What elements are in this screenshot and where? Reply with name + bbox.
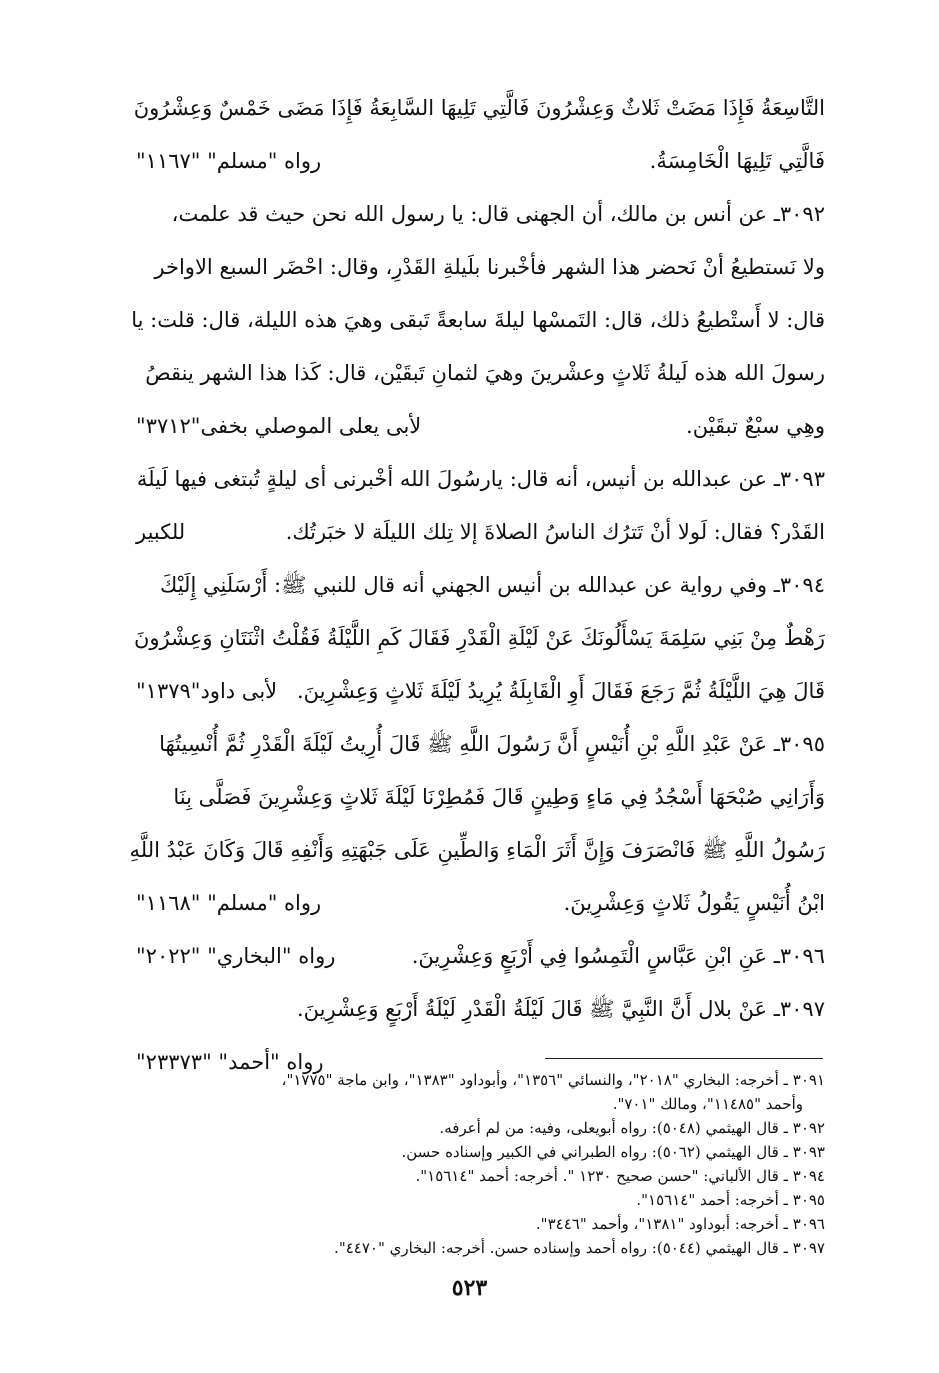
footnote-continuation: وأحمد "١١٤٨٥"، ومالك "٧٠١". xyxy=(612,1095,803,1113)
line-text: فَالَّتِي تَلِيهَا الْخَامِسَةُ. xyxy=(649,149,825,173)
line-text: وهِي سبْعٌ تبقَيْن. xyxy=(686,414,825,438)
text-line xyxy=(130,453,825,506)
footnote: ٣٠٩١ ـ أخرجه: البخاري "٢٠١٨"، والنسائي "١٣٥٦"، وأبوداود "١٣٨٣"، وابن ماجة "١٧٧٥"، xyxy=(281,1071,825,1089)
text-line xyxy=(130,506,825,559)
line-text: ابْنُ أُنَيْسٍ يَقُولُ ثَلاثٍ وَعِشْرِينَ. xyxy=(563,891,825,915)
citation: لأبى داود"١٣٧٩" xyxy=(136,679,278,703)
citation: للكبير xyxy=(136,520,186,544)
text-line xyxy=(130,400,825,453)
footnote: ٣٠٩٧ ـ قال الهيثمي (٥٠٤٤): رواه أحمد وإسناده حسن. أخرجه: البخاري "٤٤٧٠". xyxy=(334,1239,825,1257)
line-text: قَالَ هِيَ اللَّيْلَةُ ثُمَّ رَجَعَ فَقَالَ أَوِ الْقَابِلَةُ يُرِيدُ لَيْلَةَ ثَلاثٍ وَعِشْرِينَ. xyxy=(296,679,825,703)
line-text: التَّاسِعَةُ فَإِذَا مَضَتْ ثَلاثٌ وَعِشْرُونَ فَالَّتِي تَلِيهَا السَّابِعَةُ فَإِذَا مَضَى خَمْسٌ وَعِشْرُونَ xyxy=(133,96,825,120)
text-line xyxy=(130,294,825,347)
page-number: ٥٢٣ xyxy=(451,1275,488,1301)
citation: رواه "مسلم" "١١٦٨" xyxy=(136,891,322,915)
line-text: ٣٠٩٢ـ عن أنس بن مالك، أن الجهنى قال: يا رسول الله نحن حيث قد علمت، xyxy=(171,202,825,226)
footnote: ٣٠٩٣ ـ قال الهيثمي (٥٠٦٢): رواه الطبراني في الكبير وإسناده حسن. xyxy=(401,1143,825,1161)
text-line xyxy=(130,612,825,665)
line-text: رَسُولُ اللَّهِ ﷺ فَانْصَرَفَ وَإِنَّ أَثَرَ الْمَاءِ وَالطِّينِ عَلَى جَبْهَتِهِ وَأَنْفِهِ قَالَ وَكَانَ عَبْدُ اللَّهِ xyxy=(130,838,825,862)
footnote-divider xyxy=(545,1058,823,1059)
footnote: ٣٠٩٦ ـ أخرجه: أبوداود "١٣٨١"، وأحمد "٣٤٤٦". xyxy=(535,1215,825,1233)
text-line xyxy=(130,771,825,824)
citation: رواه "البخاري" "٢٠٢٢" xyxy=(136,944,336,968)
text-line xyxy=(130,983,825,1036)
line-text: ٣٠٩٦ـ عَنِ ابْنِ عَبَّاسٍ الْتَمِسُوا فِي أَرْبَعٍ وَعِشْرِينَ. xyxy=(411,944,825,968)
footnotes xyxy=(130,1068,825,1260)
citation: لأبى يعلى الموصلي بخفى"٣٧١٢" xyxy=(136,414,422,438)
text-line xyxy=(130,135,825,188)
text-line xyxy=(130,188,825,241)
footnote: ٣٠٩٤ ـ قال الألباني: "حسن صحيح ١٢٣٠ ". أخرجه: أحمد "١٥٦١٤". xyxy=(415,1167,825,1185)
text-line xyxy=(130,347,825,400)
line-text: رَهْطٌ مِنْ بَنِي سَلِمَةَ يَسْأَلُونَكَ عَنْ لَيْلَةِ الْقَدْرِ فَقَالَ كَمِ اللَّيْلَةُ فَقُلْتُ اثْنَتَانِ وَعِشْرُونَ xyxy=(133,626,825,650)
line-text: رسولَ الله هذه لَيلةُ ثَلاثٍ وعشْرينَ وهيَ لثمانِ تَبقَيْن، قال: كَذا هذا الشهر ينقصُ xyxy=(145,361,825,385)
text-line xyxy=(130,559,825,612)
line-text: ولا نَستطيعُ أنْ نَحضر هذا الشهر فأخْبرنا بلَيلةِ القَدْرِ، وقال: احْضَر السبع الاواخر xyxy=(154,255,825,279)
line-text: ٣٠٩٥ـ عَنْ عَبْدِ اللَّهِ بْنِ أُنَيْسٍ أَنَّ رَسُولَ اللَّهِ ﷺ قَالَ أُرِيتُ لَيْلَةَ الْقَدْرِ ثُمَّ أُنْسِيتُهَا xyxy=(159,732,825,756)
footnote: ٣٠٩٢ ـ قال الهيثمي (٥٠٤٨): رواه أبويعلى، وفيه: من لم أعرفه. xyxy=(439,1119,825,1137)
line-text: وَأَرَانِي صُبْحَهَا أَسْجُدُ فِي مَاءٍ وَطِينٍ قَالَ فَمُطِرْنَا لَيْلَةَ ثَلاثٍ وَعِشْرِينَ فَصَلَّى بِنَا xyxy=(173,785,825,809)
hadith-body xyxy=(130,82,825,1089)
line-text: قال: لا أَستْطيعُ ذلك، قال: التَمسْها ليلةَ سابعةً تَبقى وهيَ هذه الليلة، قال: قلت: يا xyxy=(131,308,825,332)
text-line xyxy=(130,82,825,135)
text-line xyxy=(130,930,825,983)
line-text: ٣٠٩٣ـ عن عبدالله بن أنيس، أنه قال: يارسُولَ الله أخْبرنى أى ليلةٍ تُبتغى فيها لَيلَة xyxy=(136,467,825,491)
text-line xyxy=(130,241,825,294)
text-line xyxy=(130,718,825,771)
line-text: القَدْر؟ فقال: لَولا أنْ تَترُك الناسُ الصلاةَ إلا تِلك الليلَة لا خبَرتُك. xyxy=(285,520,825,544)
line-text: ٣٠٩٤ـ وفي رواية عن عبدالله بن أنيس الجهني أنه قال للنبي ﷺ: أَرْسَلَنِي إِلَيْكَ xyxy=(160,573,825,597)
text-line xyxy=(130,877,825,930)
line-text: ٣٠٩٧ـ عَنْ بلال أَنَّ النَّبِيَّ ﷺ قَالَ لَيْلَةُ الْقَدْرِ لَيْلَةُ أَرْبَعٍ وَعِشْرِينَ. xyxy=(297,997,825,1021)
text-line xyxy=(130,824,825,877)
citation: رواه "أحمد" "٢٣٣٧٣" xyxy=(136,1050,324,1074)
text-line xyxy=(130,665,825,718)
footnote: ٣٠٩٥ ـ أخرجه: أحمد "١٥٦١٤". xyxy=(636,1191,825,1209)
citation: رواه "مسلم" "١١٦٧" xyxy=(136,149,322,173)
